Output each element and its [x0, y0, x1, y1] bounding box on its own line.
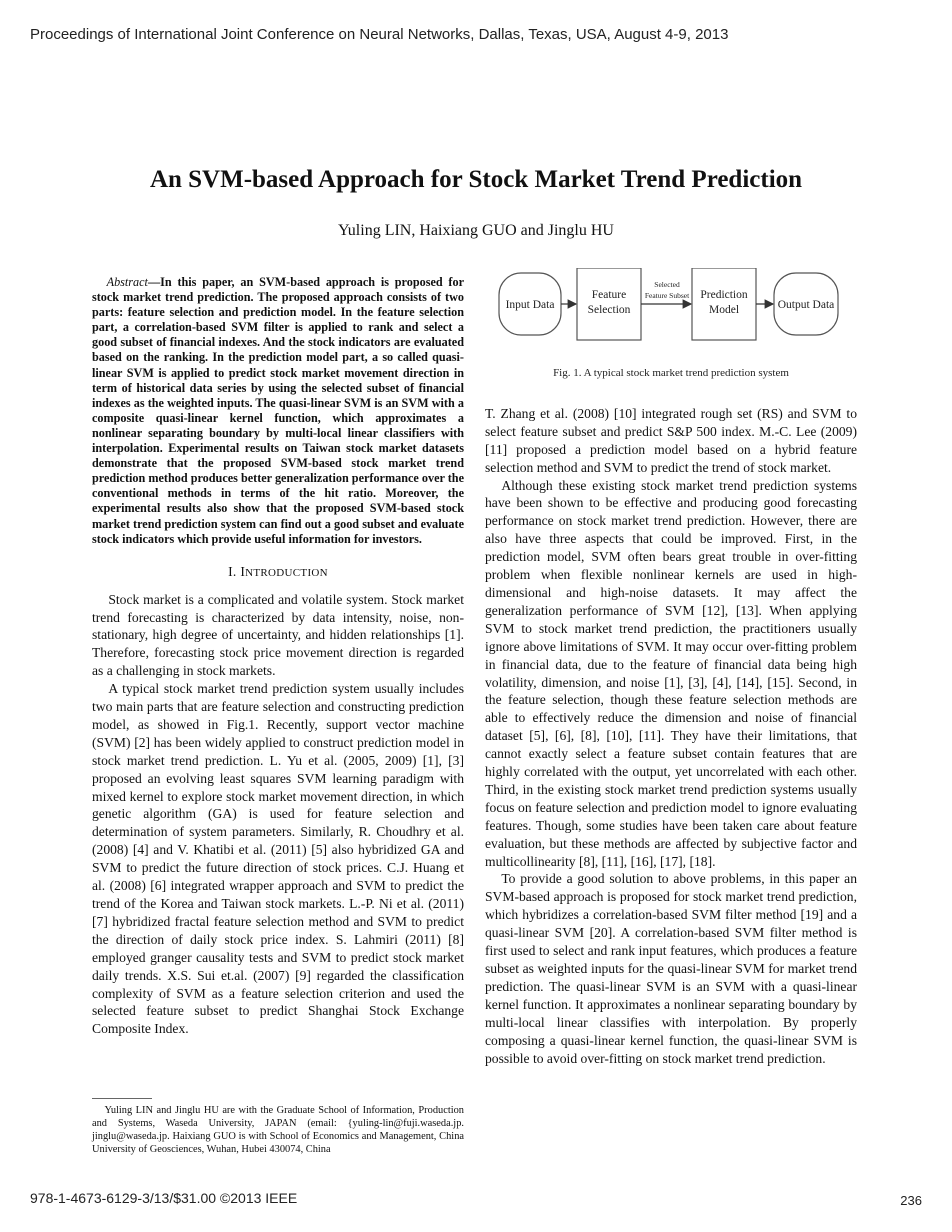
right-column [485, 268, 857, 1067]
feature-selection-label-1: Feature [591, 289, 627, 301]
abstract-text: —In this paper, an SVM-based approach is proposed for stock market trend prediction. The proposed approach consists of two parts: feature selection and prediction model. In the feature selection part, a correlation-based SVM filter is applied to rank and select a good subset of financial indexes. And the stock indicators are evaluated based on the ranking. In the prediction model part, a so called quasi-linear SVM is applied to predict stock market movement direction in term of historical data series by using the selected subset of financial indexes as the weighted inputs. The quasi-linear SVM is an SVM with a composite quasi-linear kernel function, which approximates a nonlinear separating boundary by multi-local linear classifiers with interpolation. Experimental results on Taiwan stock market datasets demonstrate that the proposed SVM-based stock market trend prediction method produces better generalization performance over the conventional methods in terms of the hit ratio. Moreover, the experimental results also show that the proposed SVM-based stock market trend prediction system can find out a good subset and evaluate stock indicators which provide useful information for investors. [92, 275, 464, 546]
conference-header: Proceedings of International Joint Conference on Neural Networks, Dallas, Texas, USA, August 4-9, 2013 [30, 26, 729, 43]
intro-paragraph-1: Stock market is a complicated and volatile system. Stock market trend forecasting is characterized by data intensity, noise, non-stationary, high degree of uncertainty, and hidden relationships [1]. Therefore, forecasting stock price movement direction is regarded as a challenging in stock markets. [92, 591, 464, 679]
output-data-label: Output Data [777, 299, 835, 311]
prediction-model-label-1: Prediction [700, 289, 748, 301]
arrow-label-1: Selected [654, 280, 680, 289]
right-paragraph-1: Although these existing stock market trend prediction systems have been shown to be effective and producing good forecasting performance on stock market trend prediction. However, there are also have three aspects that could be improved. First, in the prediction model, SVM often bears great trouble in over-fitting problem when flexible nonlinear kernels are used in high-dimensional and high-noise datasets. It may affect the generalization performance of SVM [12], [13]. When applying SVM to stock market trend prediction, the practitioners usually ignore above limitations of SVM. It may occur over-fitting problem in financial data, due to the feature of financial data being high volatility, dimension, and noise [1], [3], [4], [14], [15]. Second, in the feature selection, though these feature selection methods are able to effectively reduce the dimension and noise of financial dataset [5], [6], [8], [10], [11]. They have their limitations, that cannot exactly select a feature subset contain features that are highly correlated with the output, yet uncorrelated with each other. Third, in the existing stock market trend prediction systems usually focus on feature selection and prediction model to ignore evaluating features. Though, some studies have been taken care about feature evaluation, but these methods are affected by subjective factor and multicollinearity [8], [11], [16], [17], [18]. [485, 477, 857, 869]
abstract-label: Abstract [106, 275, 148, 289]
paper-title: An SVM-based Approach for Stock Market Trend Prediction [149, 166, 803, 193]
right-paragraph-2: To provide a good solution to above problems, in this paper an SVM-based approach is proposed for stock market trend prediction, which hybridizes a correlation-based SVM filter method [19] and a quasi-linear SVM [20]. A correlation-based SVM filter method is first used to select and rank input features, which produces a feature subset as weighted inputs for the quasi-linear SVM for market trend prediction. The quasi-linear SVM is an SVM with a quasi-linear kernel function. It approximates a nonlinear separating boundary by multi-local linear classifies with interpolation. By properly composing a quasi-linear kernel function, the quasi-linear SVM is possible to avoid over-fitting on stock market trend prediction. [485, 871, 857, 1066]
input-data-label: Input Data [505, 299, 555, 311]
intro-paragraph-2: A typical stock market trend prediction system usually includes two main parts that are feature selection and constructing prediction model, as showed in Fig.1. Recently, support vector machine (SVM) [2] has been widely applied to construct prediction model in stock market trend prediction. L. Yu et al. (2005, 2009) [1], [3] proposed an evolving least squares SVM learning paradigm with mixed kernel to explore stock market movement direction, in which genetic algorithm (GA) is used for feature selection and determination of system parameters. Similarly, R. Choudhry et al. (2008) [4] and V. Khatibi et al. (2011) [5] also hybridized GA and SVM to predict the future direction of stock prices. C.J. Huang et al. (2008) [6] integrated wrapper approach and SVM to predict the trend of the Korea and Taiwan stock markets. L.-P. Ni et al. (2011) [7] hybridized fractal feature selection method and SVM to predict the direction of daily stock price index. S. Lahmiri (2011) [8] employed granger causality tests and SVM to predict stock market daily trends. X.S. Sui et.al. (2007) [9] regarded the classification complexity of SVM as a feature selection criterion and used the selected feature subset to predict Shanghai Stock Exchange Composite Index. [92, 681, 464, 1037]
page-number: 236 [900, 1193, 922, 1208]
paper-authors: Yuling LIN, Haixiang GUO and Jinglu HU [338, 222, 614, 239]
arrow-label-2: Feature Subset [644, 291, 690, 300]
flow-diagram [485, 268, 857, 363]
figure-caption: Fig. 1. A typical stock market trend prediction system [553, 367, 789, 379]
feature-selection-label-2: Selection [587, 304, 631, 316]
footnote: Yuling LIN and Jinglu HU are with the Graduate School of Information, Production and Systems, Waseda University, JAPAN (email: {yuling-lin@fuji.waseda.jp. jinglu@waseda.jp. Haixiang GUO is with School of Economics and Management, China University of Geosciences, Wuhan, Hubei 430074, China [92, 1105, 464, 1156]
prediction-model-label-2: Model [708, 304, 740, 316]
right-paragraph-0: T. Zhang et al. (2008) [10] integrated rough set (RS) and SVM to select feature subset and predict S&P 500 index. M.-C. Lee (2009) [11] proposed a prediction model based on a hybrid feature selection method and SVM to predict the trend of stock market. [485, 405, 857, 475]
figure-1 [485, 268, 857, 363]
isbn-footer: 978-1-4673-6129-3/13/$31.00 ©2013 IEEE [30, 1190, 298, 1206]
footnote-rule [92, 1098, 152, 1099]
left-column [92, 275, 464, 1038]
abstract [92, 275, 464, 547]
section-heading-introduction: I. INTRODUCTION [228, 563, 328, 579]
